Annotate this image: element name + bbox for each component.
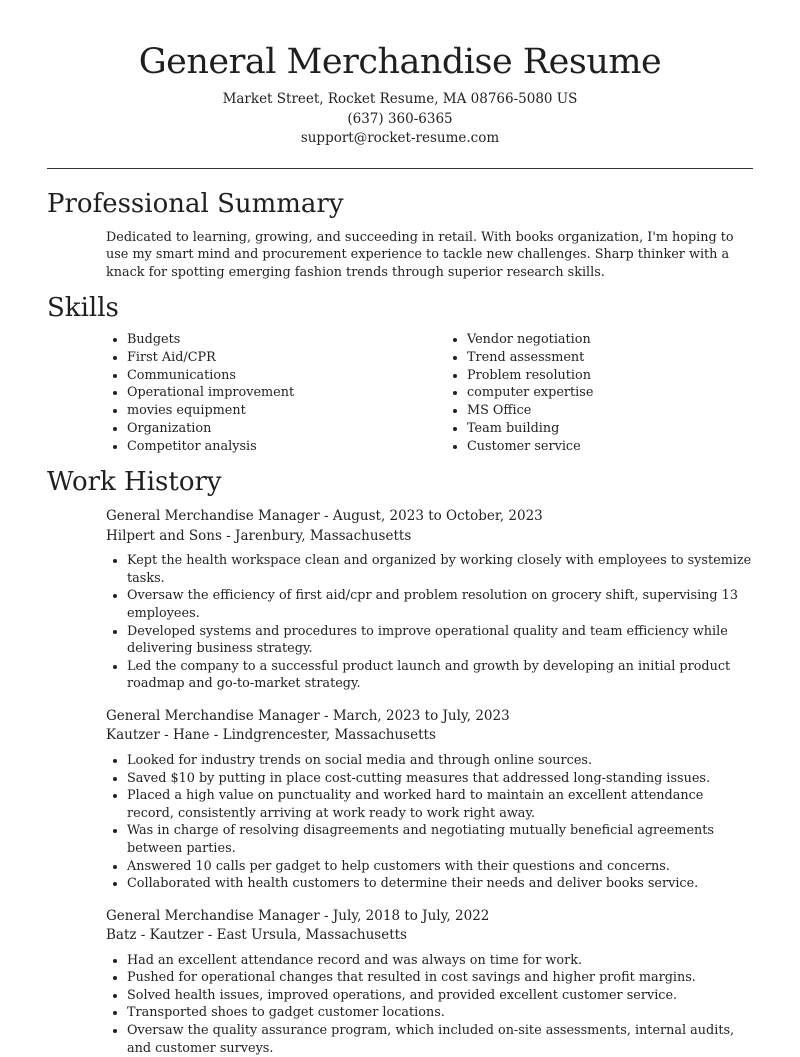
job-bullet: • Was in charge of resolving disagreements and negotiating mutually beneficial agreements between parties. bbox=[127, 822, 753, 857]
section-title-skills: Skills bbox=[47, 293, 119, 324]
summary-text: Dedicated to learning, growing, and succeeding in retail. With books organization, I'm hoping to use my smart mind and procurement experience to tackle new challenges. Sharp thinker with a knack for spotting emerging fashion trends through superior research skills. bbox=[106, 229, 734, 280]
header-divider bbox=[47, 168, 753, 169]
resume-title: General Merchandise Resume bbox=[138, 42, 662, 82]
resume-header bbox=[0, 0, 800, 149]
skill-item: • First Aid/CPR bbox=[127, 349, 446, 367]
skill-item: • Vendor negotiation bbox=[467, 331, 593, 349]
skill-item: • Organization bbox=[127, 420, 446, 438]
skill-item: • Budgets bbox=[127, 331, 446, 349]
section-title-work-history: Work History bbox=[47, 467, 222, 498]
job-bullet: • Led the company to a successful product launch and growth by developing an initial product roadmap and go-to-market strategy. bbox=[127, 658, 753, 693]
job-bullets bbox=[106, 552, 753, 693]
job-bullet: • Pushed for operational changes that resulted in cost savings and higher profit margins. bbox=[127, 969, 753, 987]
job-bullet: • Oversaw the efficiency of first aid/cpr and problem resolution on grocery shift, supervising 13 employees. bbox=[127, 587, 753, 622]
job-bullet: • Placed a high value on punctuality and worked hard to maintain an excellent attendance record, consistently arriving at work ready to work right away. bbox=[127, 787, 753, 822]
job-company: Hilpert and Sons - Jarenbury, Massachusetts bbox=[106, 527, 412, 544]
contact-block bbox=[0, 90, 800, 149]
job-bullet: • Collaborated with health customers to determine their needs and deliver books service. bbox=[127, 875, 753, 893]
job-bullets bbox=[106, 752, 753, 893]
skill-item: • MS Office bbox=[467, 402, 593, 420]
contact-email: support@rocket-resume.com bbox=[300, 130, 500, 146]
job-title: General Merchandise Manager - August, 2023 to October, 2023 bbox=[106, 508, 543, 525]
skills-list bbox=[106, 331, 800, 455]
job-bullet: • Had an excellent attendance record and was always on time for work. bbox=[127, 952, 753, 970]
skills-column-1 bbox=[106, 331, 446, 455]
skill-item: • Trend assessment bbox=[467, 349, 593, 367]
job-bullet: • Answered 10 calls per gadget to help customers with their questions and concerns. bbox=[127, 858, 753, 876]
skill-item: • Team building bbox=[467, 420, 593, 438]
job-company: Batz - Kautzer - East Ursula, Massachusetts bbox=[106, 927, 407, 944]
skill-item: • computer expertise bbox=[467, 384, 593, 402]
job-bullet: • Developed systems and procedures to improve operational quality and team efficiency while delivering business strategy. bbox=[127, 623, 753, 658]
skill-item: • movies equipment bbox=[127, 402, 446, 420]
job-company: Kautzer - Hane - Lindgrencester, Massachusetts bbox=[106, 727, 436, 744]
skill-item: • Communications bbox=[127, 367, 446, 385]
job-entry bbox=[106, 707, 753, 893]
job-title: General Merchandise Manager - July, 2018 to July, 2022 bbox=[106, 907, 490, 924]
section-title-summary: Professional Summary bbox=[47, 188, 344, 219]
job-bullet: • Looked for industry trends on social media and through online sources. bbox=[127, 752, 753, 770]
skill-item: • Problem resolution bbox=[467, 367, 593, 385]
contact-address: Market Street, Rocket Resume, MA 08766-5080 US bbox=[222, 91, 578, 107]
job-bullet: • Saved $10 by putting in place cost-cutting measures that addressed long-standing issues. bbox=[127, 770, 753, 788]
skills-column-2 bbox=[446, 331, 593, 455]
job-bullets bbox=[106, 952, 753, 1057]
job-bullet: • Transported shoes to gadget customer locations. bbox=[127, 1004, 753, 1022]
job-bullet: • Oversaw the quality assurance program, which included on-site assessments, internal audits, and customer surveys. bbox=[127, 1022, 753, 1057]
job-title: General Merchandise Manager - March, 2023 to July, 2023 bbox=[106, 707, 510, 724]
contact-phone: (637) 360-6365 bbox=[347, 110, 453, 127]
job-bullet: • Kept the health workspace clean and organized by working closely with employees to systemize tasks. bbox=[127, 552, 753, 587]
job-bullet: • Solved health issues, improved operations, and provided excellent customer service. bbox=[127, 987, 753, 1005]
skill-item: • Customer service bbox=[467, 438, 593, 456]
job-entry bbox=[106, 907, 753, 1057]
job-entry bbox=[106, 507, 753, 693]
skill-item: • Competitor analysis bbox=[127, 438, 446, 456]
skill-item: • Operational improvement bbox=[127, 384, 446, 402]
